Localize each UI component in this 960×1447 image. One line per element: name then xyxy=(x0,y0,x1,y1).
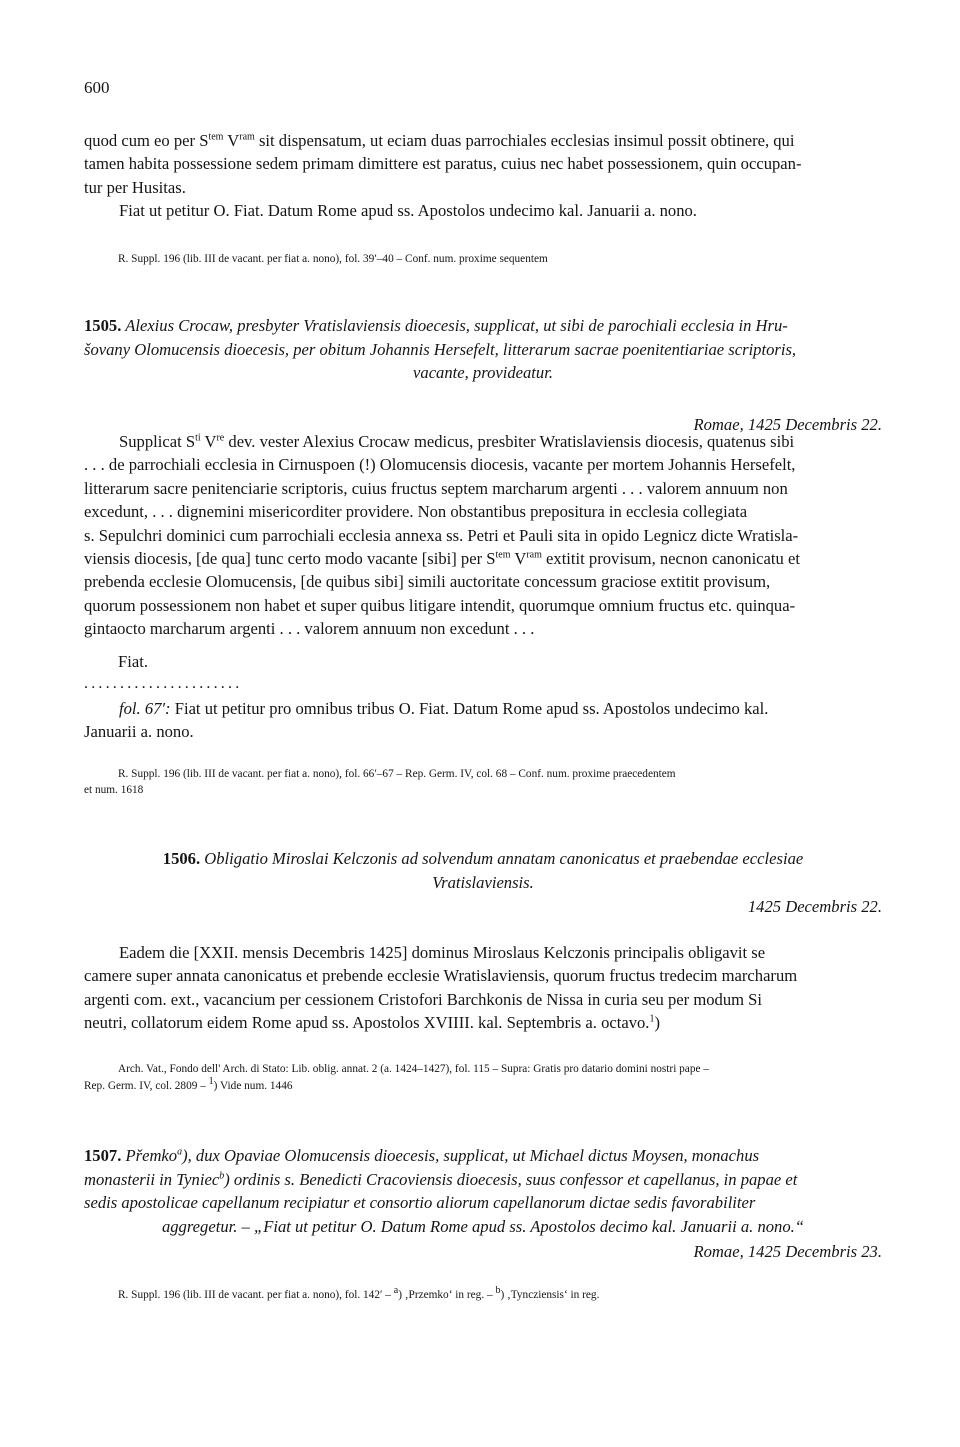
footnote-source: R. Suppl. 196 (lib. III de vacant. per fiat a. nono), fol. 66′–67 – Rep. Germ. IV, col. 68 – Conf. num. proxime praecedentem xyxy=(118,768,676,780)
text-line: Supplicat $S^{ti}$ Vre dev. vester Alexius Crocaw medicus, presbiter Wratislaviensis diocesis, quatenus sibi xyxy=(119,432,795,451)
entry-1505-heading xyxy=(84,314,882,385)
text-line: excedunt, . . . dignemini misericorditer providere. Non obstantibus prepositura in ecclesia collegiata xyxy=(84,502,748,522)
footnote-source: R. Suppl. 196 (lib. III de vacant. per fiat a. nono), fol. 39′–40 – Conf. num. proxime sequentem xyxy=(118,253,548,265)
entry-1506-heading xyxy=(84,847,882,894)
text-line: Januarii a. nono. xyxy=(84,722,194,742)
heading-line: vacante, provideatur. xyxy=(413,363,553,383)
text-line: viensis diocesis, [de qua] tunc certo modo vacante [sibi] per $S^{tem}$ $V^{ram}$ extitit provisum, necnon canonicatu et xyxy=(84,549,800,569)
text-line: litterarum sacre penitenciarie scriptoris, cuius fructus septem marcharum argenti . . . valorem annuum non xyxy=(84,478,788,498)
entry-1505-date: Romae, 1425 Decembris 22. xyxy=(693,415,882,434)
footnote-source: Arch. Vat., Fondo dell' Arch. di Stato: Lib. oblig. annat. 2 (a. 1424–1427), fol. 115 – Supra: Gratis pro datario domini nostri pape – Rep. Germ. IV, col. 2809 – $^1$) Vide num. 1446 xyxy=(84,1063,709,1092)
fiat-line: Fiat. xyxy=(118,652,148,671)
entry-1507-date: Romae, 1425 Decembris 23. xyxy=(693,1242,882,1261)
text-line: neutri, collatorum eidem Rome apud ss. Apostolos XVIIII. kal. Septembris a. octavo.$^1$) xyxy=(84,1013,660,1033)
text-line: tur per Husitas. xyxy=(84,177,186,197)
heading-line: 1507. Přemko$^a$), dux Opaviae Olomucensis dioecesis, supplicat, ut Michael dictus Moysen, monachus xyxy=(84,1146,760,1165)
text-line: camere super annata canonicatus et prebende ecclesie Wratislaviensis, quorum fructus tredecim marcharum xyxy=(84,966,798,986)
text-line: . . . de parrochiali ecclesia in Cirnuspoen (!) Olomucensis diocesis, vacante per mortem Johannis Hersefelt, xyxy=(84,455,796,475)
text-line: s. Sepulchri dominici cum parrochiali ecclesia annexa ss. Petri et Pauli sita in opido Legnicz dicte Wratisla- xyxy=(84,525,799,545)
text-line: Fiat ut petitur O. Fiat. Datum Rome apud ss. Apostolos undecimo kal. Januarii a. nono. xyxy=(119,201,697,221)
omission-dots: ...................... xyxy=(84,675,243,692)
heading-line: sedis apostolicae capellanum recipiatur et consortio aliorum capellanorum dictae sedis favorabiliter xyxy=(84,1193,756,1213)
text-line: quorum possessionem non habet et super quibus litigare intendit, quorumque omnium fructus etc. quinqua- xyxy=(84,595,796,615)
text-line: argenti com. ext., vacancium per cessionem Cristofori Barchkonis de Nissa in curia seu per modum Si xyxy=(84,989,763,1009)
heading-line: šovany Olomucensis dioecesis, per obitum Johannis Hersefelt, litterarum sacrae poenitentiariae scriptoris, xyxy=(84,339,797,359)
text-line: prebenda ecclesie Olomucensis, [de quibus sibi] simili auctoritate concessum graciose extitit provisum, xyxy=(84,572,771,592)
entry-1507-heading xyxy=(84,1144,882,1238)
entry-1505-fol xyxy=(84,697,882,744)
text-line: tamen habita possessione sedem primam dimittere est paratus, cuius nec habet possessionem, quin occupan- xyxy=(84,154,802,174)
heading-line: aggregetur. – „Fiat ut petitur O. Datum Rome apud ss. Apostolos decimo kal. Januarii a. nono.“ xyxy=(161,1216,805,1236)
entry-1506-body xyxy=(84,941,882,1035)
footnote-source-cont: et num. 1618 xyxy=(84,784,144,796)
text-line: quod cum eo per $S^{tem}$ $V^{ram}$ sit dispensatum, ut eciam duas parrochiales ecclesias insimul possit obtinere, qui xyxy=(84,131,795,150)
heading-line: Vratislaviensis. xyxy=(432,872,534,892)
heading-line: 1506. Obligatio Miroslai Kelczonis ad solvendum annatam canonicatus et praebendae ecclesiae xyxy=(162,849,804,868)
entry-number: 1506. xyxy=(162,849,201,868)
heading-line: 1505. Alexius Crocaw, presbyter Vratislaviensis dioecesis, supplicat, ut sibi de parochiali ecclesia in Hru- xyxy=(84,316,788,335)
intro-paragraph xyxy=(84,129,882,223)
page-number: 600 xyxy=(84,78,110,97)
heading-line: monasterii in Tyniec$^b$) ordinis s. Benedicti Cracoviensis dioecesis, suus confessor et capellanus, in papae et xyxy=(84,1169,798,1189)
footnote-source: R. Suppl. 196 (lib. III de vacant. per fiat a. nono), fol. 142′ – $^a$) ‚Przemko‘ in reg. – $^b$) ‚Tyncziensis‘ in reg. xyxy=(118,1285,600,1301)
entry-1505-body xyxy=(84,430,882,641)
entry-number: 1507. xyxy=(84,1146,122,1165)
entry-number: 1505. xyxy=(84,316,122,335)
text-line: fol. 67′: Fiat ut petitur pro omnibus tribus O. Fiat. Datum Rome apud ss. Apostolos undecimo kal. xyxy=(119,699,769,718)
text-line: Eadem die [XXII. mensis Decembris 1425] dominus Miroslaus Kelczonis principalis obligavit se xyxy=(119,943,766,962)
entry-1506-date: 1425 Decembris 22. xyxy=(747,897,882,916)
text-line: gintaocto marcharum argenti . . . valorem annuum non excedunt . . . xyxy=(84,619,535,639)
